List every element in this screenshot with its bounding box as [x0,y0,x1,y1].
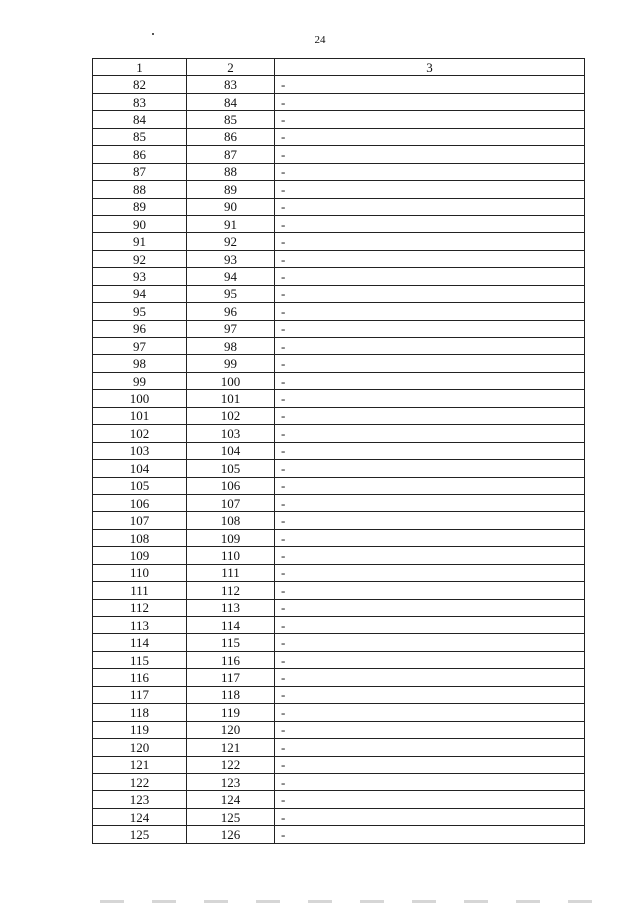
table-cell-col2: 115 [187,634,275,651]
table-cell-col1: 86 [93,146,187,163]
table-cell-col2: 109 [187,529,275,546]
table-cell-col3: - [275,285,585,302]
table-row [93,372,585,389]
table-cell-col2: 112 [187,582,275,599]
table-cell-col1: 107 [93,512,187,529]
table-cell-col1: 108 [93,529,187,546]
table-cell-col2: 89 [187,181,275,198]
table-cell-col1: 125 [93,826,187,843]
page-number: 24 [314,34,326,46]
data-table [92,58,585,844]
table-row [93,128,585,145]
table-cell-col1: 91 [93,233,187,250]
table-cell-col3: - [275,756,585,773]
table-cell-col1: 115 [93,651,187,668]
table-cell-col1: 95 [93,303,187,320]
table-cell-col2: 95 [187,285,275,302]
table-cell-col1: 100 [93,390,187,407]
table-row [93,721,585,738]
table-cell-col1: 85 [93,128,187,145]
table-row [93,425,585,442]
table-row [93,198,585,215]
table-row [93,547,585,564]
table-cell-col3: - [275,181,585,198]
table-cell-col1: 112 [93,599,187,616]
table-cell-col3: - [275,198,585,215]
table-row [93,494,585,511]
table-row [93,390,585,407]
table-cell-col3: - [275,564,585,581]
table-row [93,651,585,668]
table-cell-col1: 92 [93,250,187,267]
table-cell-col1: 96 [93,320,187,337]
table-cell-col2: 93 [187,250,275,267]
table-cell-col3: - [275,826,585,843]
table-cell-col3: - [275,808,585,825]
table-cell-col1: 90 [93,215,187,232]
table-row [93,320,585,337]
table-row [93,111,585,128]
table-row [93,669,585,686]
table-cell-col1: 102 [93,425,187,442]
table-cell-col1: 123 [93,791,187,808]
table-cell-col3: - [275,477,585,494]
table-row [93,704,585,721]
table-row [93,76,585,93]
table-cell-col2: 120 [187,721,275,738]
table-cell-col3: - [275,268,585,285]
table-cell-col3: - [275,582,585,599]
table-cell-col1: 113 [93,617,187,634]
table-cell-col2: 121 [187,739,275,756]
table-cell-col2: 104 [187,442,275,459]
table-cell-col3: - [275,303,585,320]
table-cell-col2: 90 [187,198,275,215]
table-cell-col3: - [275,739,585,756]
table-cell-col1: 103 [93,442,187,459]
table-cell-col1: 97 [93,338,187,355]
table-row [93,181,585,198]
table-cell-col1: 105 [93,477,187,494]
table-row [93,355,585,372]
table-cell-col2: 94 [187,268,275,285]
table-cell-col2: 83 [187,76,275,93]
table-cell-col2: 106 [187,477,275,494]
table-cell-col3: - [275,338,585,355]
table-cell-col2: 113 [187,599,275,616]
table-cell-col1: 89 [93,198,187,215]
table-row [93,634,585,651]
table-cell-col2: 110 [187,547,275,564]
table-cell-col1: 116 [93,669,187,686]
table-cell-col1: 120 [93,739,187,756]
table-cell-col3: - [275,773,585,790]
table-cell-col2: 99 [187,355,275,372]
table-row [93,460,585,477]
table-cell-col3: - [275,93,585,110]
table-row [93,512,585,529]
table-cell-col2: 123 [187,773,275,790]
table-cell-col2: 111 [187,564,275,581]
table-row [93,808,585,825]
table-row [93,338,585,355]
table-cell-col2: 125 [187,808,275,825]
table-row [93,739,585,756]
table-row [93,477,585,494]
table-cell-col3: - [275,704,585,721]
table-cell-col1: 122 [93,773,187,790]
table-cell-col3: - [275,250,585,267]
table-cell-col3: - [275,442,585,459]
table-cell-col3: - [275,669,585,686]
table-cell-col3: - [275,599,585,616]
table-row [93,407,585,424]
table-cell-col1: 93 [93,268,187,285]
table-cell-col2: 96 [187,303,275,320]
column-header-3: 3 [275,59,585,76]
table-row [93,686,585,703]
table-cell-col3: - [275,128,585,145]
table-row [93,163,585,180]
table-cell-col1: 109 [93,547,187,564]
table-row [93,146,585,163]
table-cell-col2: 114 [187,617,275,634]
table-cell-col2: 88 [187,163,275,180]
table-cell-col3: - [275,791,585,808]
table-cell-col2: 102 [187,407,275,424]
table-cell-col1: 121 [93,756,187,773]
table-row [93,215,585,232]
table-cell-col2: 126 [187,826,275,843]
table-cell-col1: 94 [93,285,187,302]
table-cell-col2: 101 [187,390,275,407]
table-cell-col1: 124 [93,808,187,825]
table-cell-col1: 111 [93,582,187,599]
table-row [93,93,585,110]
table-cell-col3: - [275,721,585,738]
table-cell-col3: - [275,529,585,546]
table-row [93,250,585,267]
table-cell-col1: 119 [93,721,187,738]
column-header-2: 2 [187,59,275,76]
table-row [93,599,585,616]
table-row [93,564,585,581]
table-cell-col3: - [275,111,585,128]
table-cell-col1: 99 [93,372,187,389]
table-cell-col2: 124 [187,791,275,808]
table-cell-col1: 84 [93,111,187,128]
table-cell-col3: - [275,215,585,232]
table-cell-col3: - [275,686,585,703]
table-row [93,268,585,285]
table-cell-col3: - [275,163,585,180]
table-row [93,582,585,599]
table-cell-col1: 83 [93,93,187,110]
header-row [93,59,585,76]
table-cell-col3: - [275,547,585,564]
table-row [93,529,585,546]
table-row [93,791,585,808]
table-cell-col1: 106 [93,494,187,511]
table-row [93,303,585,320]
table-cell-col3: - [275,494,585,511]
table-row [93,756,585,773]
table-cell-col2: 98 [187,338,275,355]
table-cell-col3: - [275,233,585,250]
table-cell-col3: - [275,651,585,668]
table-cell-col3: - [275,320,585,337]
table-cell-col2: 103 [187,425,275,442]
table-cell-col1: 82 [93,76,187,93]
table-row [93,773,585,790]
table-cell-col1: 110 [93,564,187,581]
table-cell-col3: - [275,372,585,389]
table-cell-col2: 97 [187,320,275,337]
table-cell-col2: 116 [187,651,275,668]
table-cell-col3: - [275,76,585,93]
table-cell-col3: - [275,617,585,634]
table-cell-col3: - [275,512,585,529]
table-cell-col2: 118 [187,686,275,703]
table-cell-col3: - [275,407,585,424]
table-cell-col3: - [275,390,585,407]
table-cell-col2: 92 [187,233,275,250]
scan-bleed-through [100,900,620,903]
table-cell-col2: 84 [187,93,275,110]
table-cell-col3: - [275,634,585,651]
table-cell-col1: 114 [93,634,187,651]
table-cell-col3: - [275,355,585,372]
table-cell-col2: 86 [187,128,275,145]
table-header [93,59,585,76]
table-cell-col2: 100 [187,372,275,389]
table-row [93,826,585,843]
table-body [93,76,585,843]
table-cell-col2: 91 [187,215,275,232]
table-row [93,442,585,459]
table-cell-col1: 87 [93,163,187,180]
table-cell-col2: 122 [187,756,275,773]
table-cell-col3: - [275,146,585,163]
table-cell-col2: 108 [187,512,275,529]
table-cell-col1: 118 [93,704,187,721]
table-cell-col2: 87 [187,146,275,163]
table-cell-col1: 101 [93,407,187,424]
column-header-1: 1 [93,59,187,76]
table-cell-col2: 105 [187,460,275,477]
table-cell-col2: 117 [187,669,275,686]
table-cell-col3: - [275,425,585,442]
table-cell-col3: - [275,460,585,477]
table-cell-col1: 88 [93,181,187,198]
table-cell-col1: 117 [93,686,187,703]
table-row [93,617,585,634]
table-cell-col1: 104 [93,460,187,477]
table-cell-col2: 107 [187,494,275,511]
table-cell-col2: 85 [187,111,275,128]
table-row [93,233,585,250]
table-row [93,285,585,302]
table-cell-col1: 98 [93,355,187,372]
table-cell-col2: 119 [187,704,275,721]
